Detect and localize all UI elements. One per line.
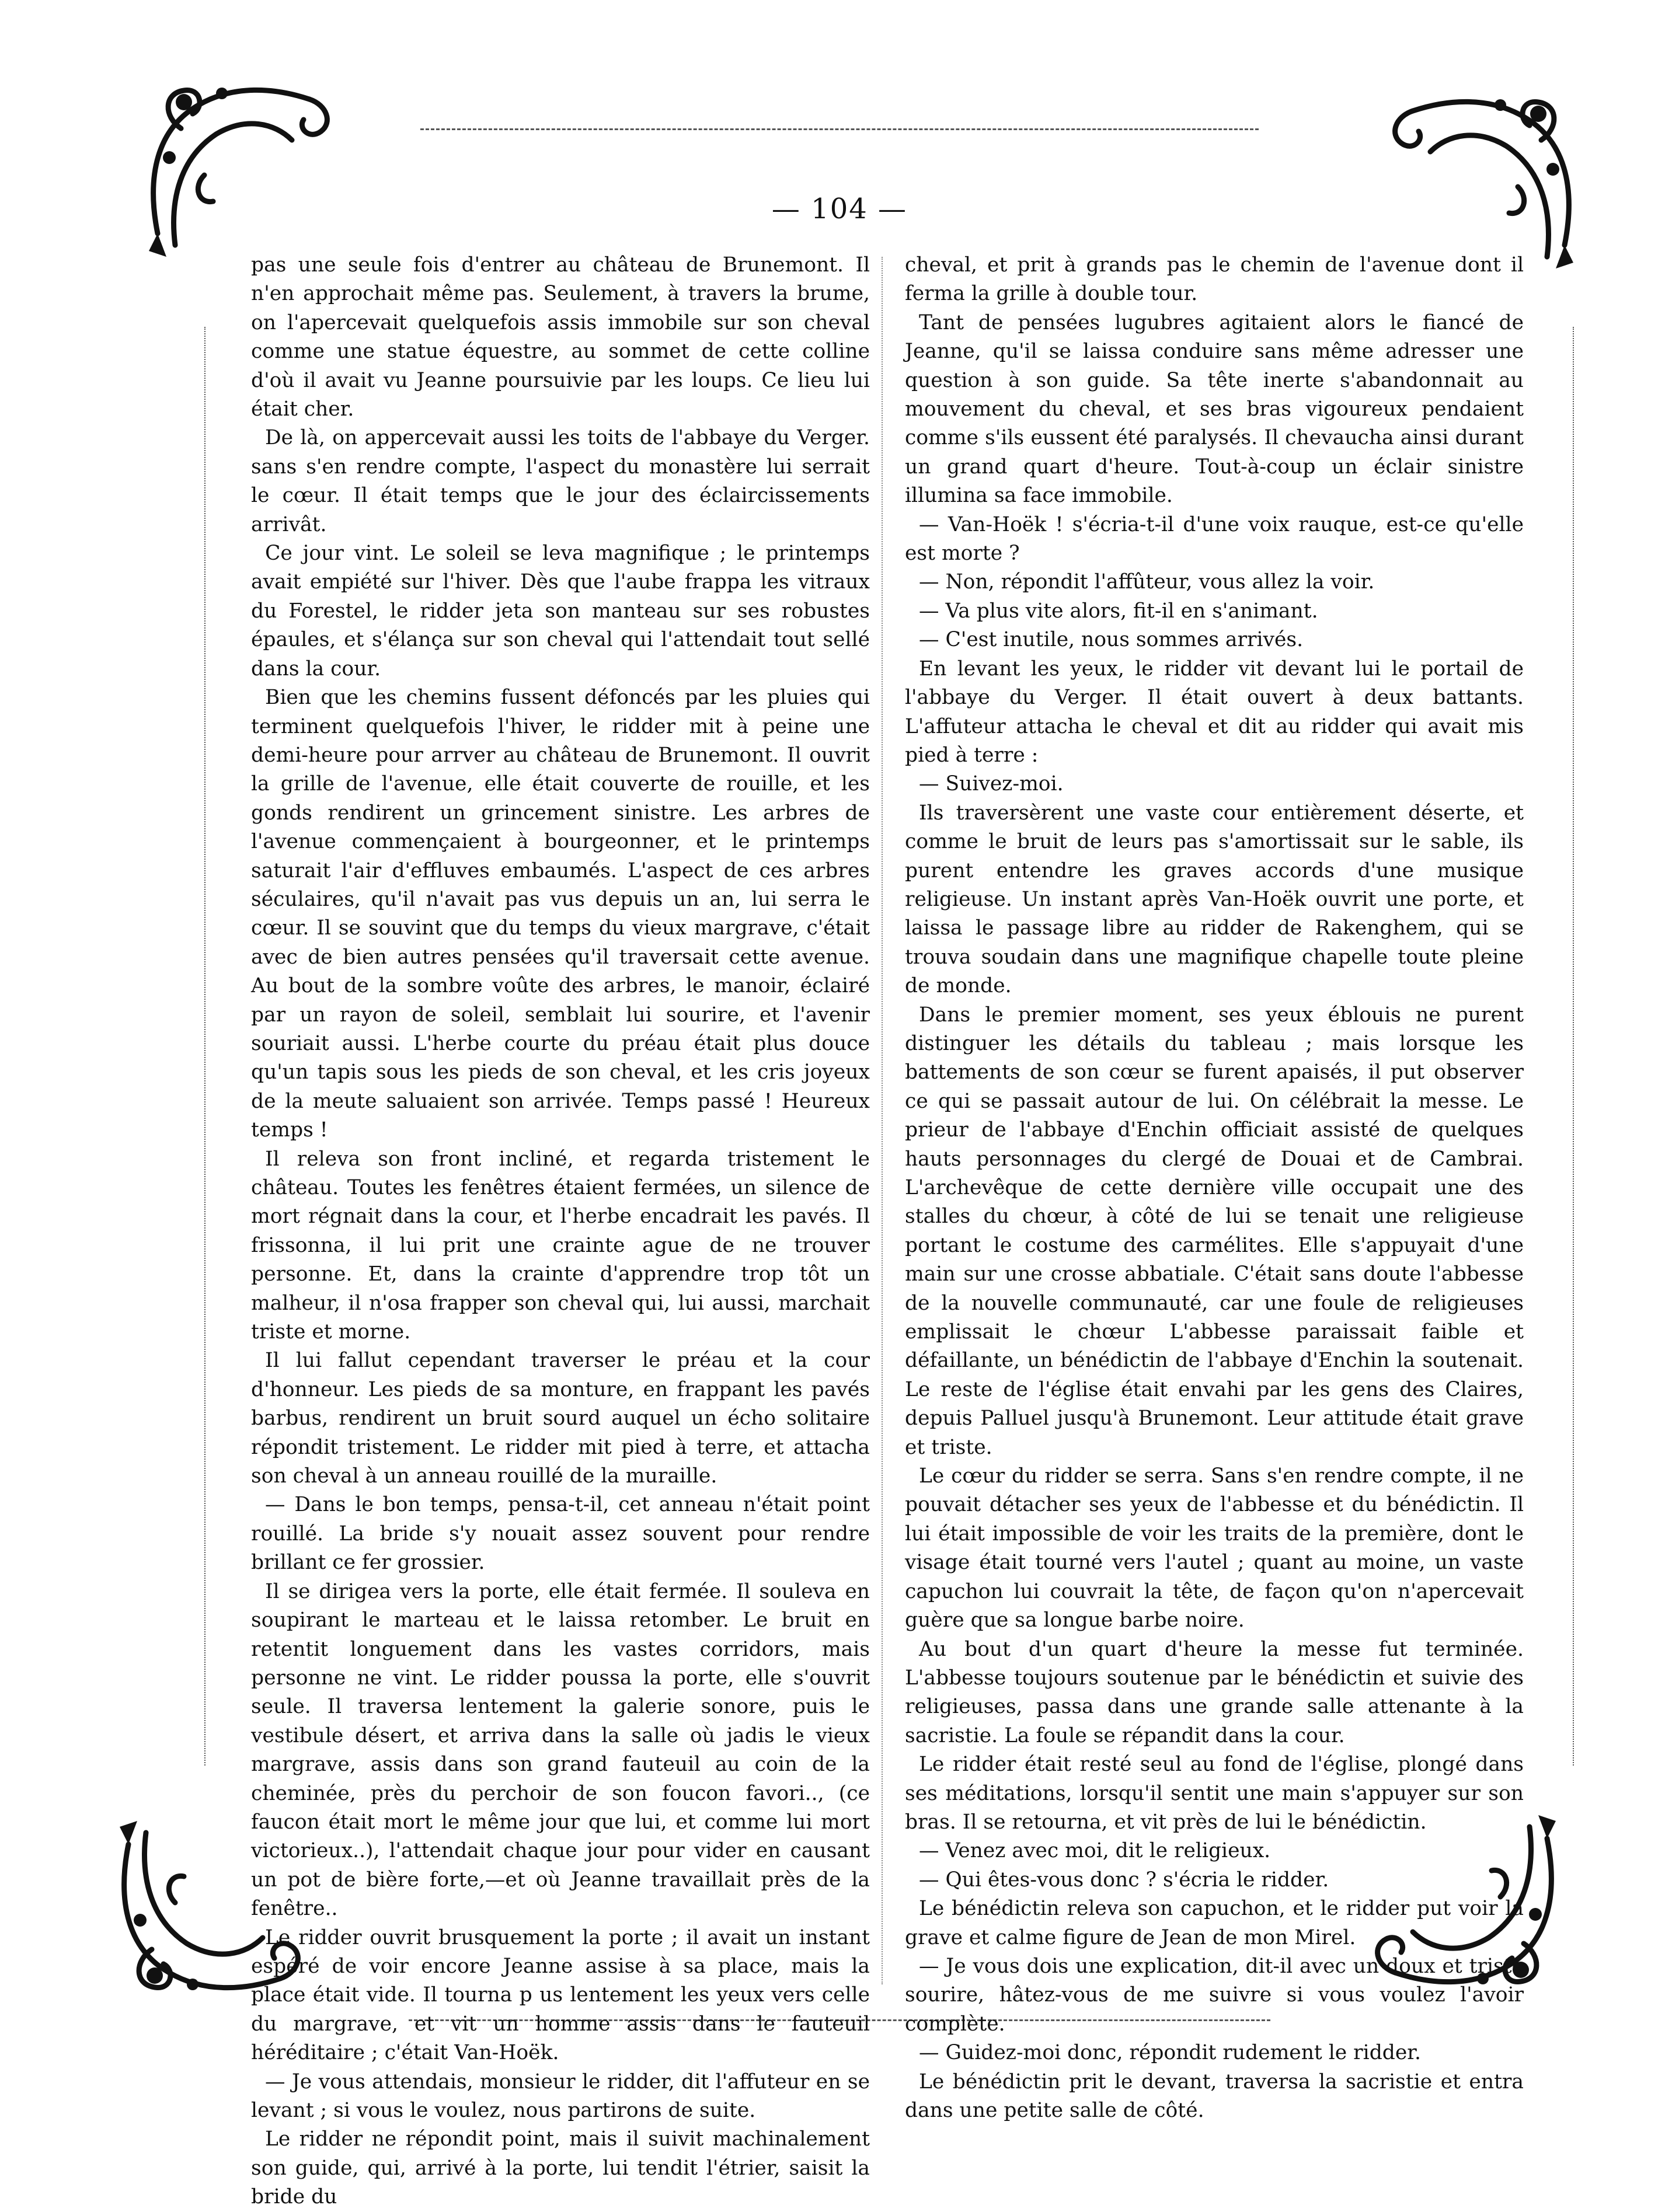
paragraph: Ce jour vint. Le soleil se leva magnifique ; le printemps avait empiété sur l'hiver. Dès que l'aube frappa les vitraux du Forestel, le ridder jeta son manteau sur ses robustes épaules, et s'élança sur son cheval qui l'attendait tout sellé dans la cour.: [251, 542, 870, 681]
paragraph: Le cœur du ridder se serra. Sans s'en rendre compte, il ne pouvait détacher ses yeux de l'abbesse et du bénédictin. Il lui était impossible de voir les traits de la première, dont le visage était tourné vers l'autel ; quant au moine, un vaste capuchon lui couvrait la tête, de façon qu'on n'apercevait guère que sa longue barbe noire.: [905, 1464, 1524, 1632]
paragraph: cheval, et prit à grands pas le chemin de l'avenue dont il ferma la grille à double tour.: [905, 253, 1524, 306]
paragraph: Le bénédictin releva son capuchon, et le ridder put voir la grave et calme figure de Jean de mon Mirel.: [905, 1897, 1524, 1949]
paragraph: Dans le premier moment, ses yeux éblouis ne purent distinguer les détails du tableau ; mais lorsque les battements de son cœur se furent apaisés, il put observer ce qui se passait autour de lui. On célébrait la messe. Le prieur de l'abbaye d'Enchin officiait assisté de quelques hauts personnages du clergé de Douai et de Cambrai. L'archevêque de cette dernière ville occupait une des stalles du chœur, à côté de lui se tenait une religieuse portant le costume des carmélites. Elle s'appuyait d'une main sur une crosse abbatiale. C'était sans doute l'abbesse de la nouvelle communauté, car une foule de religieuses emplissait le chœur L'abbesse paraissait faible et défaillante, un bénédictin de l'abbaye d'Enchin la soutenait. Le reste de l'église était envahi par les gens des Claires, depuis Palluel jusqu'à Brunemont. Leur attitude était grave et triste.: [905, 1003, 1524, 1459]
left-border-rule: [204, 327, 205, 1766]
page-number: — 104 —: [771, 193, 908, 225]
paragraph: Le ridder était resté seul au fond de l'église, plongé dans ses méditations, lorsqu'il sentit une main s'appuyer sur son bras. Il se retourna, et vit près de lui le bénédictin.: [905, 1753, 1524, 1834]
paragraph: — Suivez-moi.: [919, 772, 1064, 796]
paragraph: — Van-Hoëk ! s'écria-t-il d'une voix rauque, est-ce qu'elle est morte ?: [905, 512, 1524, 566]
paragraph: De là, on appercevait aussi les toits de l'abbaye du Verger. sans s'en rendre compte, l'aspect du monastère lui serrait le cœur. Il était temps que le jour des éclaircissements arrivât.: [251, 426, 870, 536]
paragraph: — Venez avec moi, dit le religieux.: [919, 1839, 1271, 1863]
right-border-rule: [1573, 327, 1574, 1766]
paragraph: Il lui fallut cependant traverser le préau et la cour d'honneur. Les pieds de sa monture, en frappant les pavés barbus, rendirent un bruit sourd auquel un écho solitaire répondit tristement. Le ridder mit pied à terre, et attacha son cheval à un anneau rouillé de la muraille.: [251, 1349, 870, 1488]
left-column: [251, 251, 870, 2212]
corner-ornament-top-left: [134, 58, 344, 268]
paragraph: — Dans le bon temps, pensa-t-il, cet anneau n'était point rouillé. La bride s'y nouait assez souvent pour rendre brillant ce fer grossier.: [251, 1493, 870, 1575]
paragraph: Tant de pensées lugubres agitaient alors le fiancé de Jeanne, qu'il se laissa conduire sans même adresser une question à son guide. Sa tête inerte s'abandonnait au mouvement du cheval, et ses bras vigoureux pendaient comme s'ils eussent été paralysés. Il chevaucha ainsi durant un grand quart d'heure. Tout-à-coup un éclair sinistre illumina sa face immobile.: [905, 310, 1524, 508]
paragraph: Au bout d'un quart d'heure la messe fut terminée. L'abbesse toujours soutenue par le bénédictin et suivie des religieuses, passa dans une grande salle attenante à la sacristie. La foule se répandit dans la cour.: [905, 1637, 1524, 1747]
paragraph: — Je vous dois une explication, dit-il avec un doux et triste sourire, hâtez-vous de me suivre si vous voulez l'avoir complète.: [905, 1954, 1524, 2036]
paragraph: — Non, répondit l'affûteur, vous allez la voir.: [919, 570, 1375, 594]
paragraph: Il releva son front incliné, et regarda tristement le château. Toutes les fenêtres étaient fermées, un silence de mort régnait dans la cour, et l'herbe encadrait les pavés. Il frissonna, il lui prit une crainte ague de ne trouver personne. Et, dans la crainte d'apprendre trop tôt un malheur, il n'osa frapper son cheval qui, lui aussi, marchait triste et morne.: [251, 1147, 870, 1344]
paragraph: — Va plus vite alors, fit-il en s'animant.: [919, 599, 1318, 623]
corner-ornament-top-right: [1378, 70, 1588, 280]
paragraph: Le ridder ne répondit point, mais il suivit machinalement son guide, qui, arrivé à la porte, lui tendit l'étrier, saisit la bride du: [251, 2127, 870, 2209]
paragraph: — Je vous attendais, monsieur le ridder, dit l'affuteur en se levant ; si vous le voulez, nous partirons de suite.: [251, 2070, 870, 2122]
paragraph: Le bénédictin prit le devant, traversa la sacristie et entra dans une petite salle de côté.: [905, 2070, 1524, 2122]
paragraph: Le ridder ouvrit brusquement la porte ; il avait un instant espéré de voir encore Jeanne assise à sa place, mais la place était vide. Il tourna p us lentement les yeux vers celle du margrave, et vit un homme assis dans le fauteuil héréditaire ; c'était Van-Hoëk.: [251, 1925, 870, 2065]
paragraph: Il se dirigea vers la porte, elle était fermée. Il souleva en soupirant le marteau et le laissa retomber. Le bruit en retentit longuement dans les vastes corridors, mais personne ne vint. Le ridder poussa la porte, elle s'ouvrit seule. Il traversa lentement la galerie sonore, puis le vestibule désert, et arriva dans la salle où jadis le vieux margrave, assis dans son grand fauteuil au coin de la cheminée, près du perchoir de son foucon favori.., (ce faucon était mort le même jour que lui, et comme lui mort victorieux..), l'attendait chaque jour pour vider en causant un pot de bière forte,—et où Jeanne travaillait près de la fenêtre..: [251, 1579, 870, 1921]
column-divider: [882, 257, 883, 1984]
paragraph: — Guidez-moi donc, répondit rudement le ridder.: [919, 2041, 1421, 2065]
paragraph: — Qui êtes-vous donc ? s'écria le ridder.: [919, 1868, 1329, 1892]
top-border-rule: [420, 128, 1259, 130]
paragraph: En levant les yeux, le ridder vit devant lui le portail de l'abbaye du Verger. Il était ouvert à deux battants. L'affuteur attacha le cheval et dit au ridder qui avait mis pied à terre :: [905, 657, 1524, 767]
paragraph: pas une seule fois d'entrer au château de Brunemont. Il n'en approchait même pas. Seulement, à travers la brume, on l'apercevait quelquefois assis immobile sur son cheval comme une statue équestre, au sommet de cette colline d'où il avait vu Jeanne poursuivie par les loups. Ce lieu lui était cher.: [251, 253, 870, 421]
right-column: [905, 251, 1524, 2125]
paragraph: Ils traversèrent une vaste cour entièrement déserte, et comme le bruit de leurs pas s'amortissait sur le sable, ils purent entendre les graves accords d'une musique religieuse. Un instant après Van-Hoëk ouvrit une porte, et laissa le passage libre au ridder de Rakenghem, qui se trouva soudain dans une magnifique chapelle toute pleine de monde.: [905, 801, 1524, 998]
paragraph: — C'est inutile, nous sommes arrivés.: [919, 628, 1304, 652]
paragraph: Bien que les chemins fussent défoncés par les pluies qui terminent quelquefois l'hiver, le ridder mit à peine une demi-heure pour arrver au château de Brunemont. Il ouvrit la grille de l'avenue, elle était couverte de rouille, et les gonds rendirent un grincement sinistre. Les arbres de l'avenue commençaient à bourgeonner, et le printemps saturait l'air d'effluves embaumés. L'aspect de ces arbres séculaires, qu'il n'avait pas vus depuis un an, lui serra le cœur. Il se souvint que du temps du vieux margrave, c'était avec de bien autres pensées qu'il traversait cette avenue. Au bout de la sombre voûte des arbres, le manoir, éclairé par un rayon de soleil, semblait lui sourire, et l'avenir souriait aussi. L'herbe courte du préau était plus douce qu'un tapis sous les pieds de son cheval, et les cris joyeux de la meute saluaient son arrivée. Temps passé ! Heureux temps !: [251, 686, 870, 1142]
